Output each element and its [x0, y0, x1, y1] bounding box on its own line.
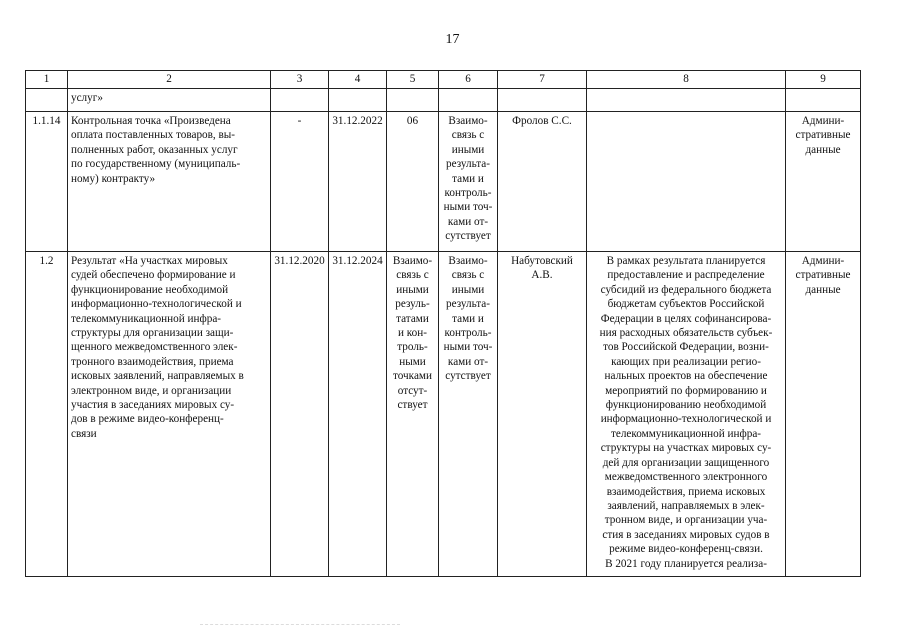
scan-artifact — [200, 624, 400, 627]
table-row — [26, 252, 861, 577]
table-cell-responsible: Набутовский А.В. — [498, 252, 587, 577]
table-cell-end-date: 31.12.2022 — [329, 112, 387, 252]
table-cell-relation: Взаимо- связь с иными результа- тами и контроль- ными точ- ками от- сутствует — [439, 252, 498, 577]
table-cell-info-source: Админи- стративные данные — [786, 252, 861, 577]
table-cell-name: Результат «На участках мировых судей обеспечено формирование и функционирование необходимой информационно-технологической и телекоммуникационной инфра- структуры для организации защи- щенного межведомственного элек- тронного взаимодействия, приема исковых заявлений, направляемых в электронном виде, и организации участия в заседаниях мировых су- дов в режиме видео-конференц- связи — [68, 252, 271, 577]
table-header-row — [26, 71, 861, 89]
table-cell-start-date: 31.12.2020 — [271, 252, 329, 577]
table-cell-number: 1.2 — [26, 252, 68, 577]
table-row — [26, 112, 861, 252]
table-row-continuation — [26, 89, 861, 112]
header-cell: 1 — [26, 71, 68, 89]
table-cell — [587, 89, 786, 112]
table-cell-relation: Взаимо- связь с иными результа- тами и контроль- ными точ- ками от- сутствует — [439, 112, 498, 252]
table-cell-number: 1.1.14 — [26, 112, 68, 252]
table-cell — [498, 89, 587, 112]
table-cell-name: Контрольная точка «Произведена оплата поставленных товаров, вы- полненных работ, оказанных услуг по государственному (муниципаль- ному) контракту» — [68, 112, 271, 252]
table-cell-description — [587, 112, 786, 252]
table-cell — [439, 89, 498, 112]
project-table — [25, 70, 861, 577]
table-cell-end-date: 31.12.2024 — [329, 252, 387, 577]
header-cell: 2 — [68, 71, 271, 89]
header-cell: 8 — [587, 71, 786, 89]
header-cell: 9 — [786, 71, 861, 89]
header-cell: 6 — [439, 71, 498, 89]
header-cell: 3 — [271, 71, 329, 89]
table-cell-type: 06 — [387, 112, 439, 252]
table-cell-responsible: Фролов С.С. — [498, 112, 587, 252]
table-cell — [271, 89, 329, 112]
header-cell: 4 — [329, 71, 387, 89]
table-cell — [26, 89, 68, 112]
table-cell — [329, 89, 387, 112]
table-cell-start-date: - — [271, 112, 329, 252]
header-cell: 7 — [498, 71, 587, 89]
table-cell — [387, 89, 439, 112]
page-number: 17 — [445, 32, 460, 47]
table-cell-description: В рамках результата планируется предоставление и распределение субсидий из федерального бюджета бюджетам субъектов Российской Федерации в целях софинансирова- ния расходных обязательств субъек- тов Российской Федерации, возни- кающих при реализации регио- нальных проектов на обеспечение мероприятий по формированию и функционированию необходимой информационно-технологической и телекоммуникационной инфра- структуры на участках мировых су- дей для организации защищенного межведомственного электронного взаимодействия, приема исковых заявлений, направляемых в элек- тронном виде, и организации уча- стия в заседаниях мировых судов в режиме видео-конференц-связи. В 2021 году планируется реализа- — [587, 252, 786, 577]
header-cell: 5 — [387, 71, 439, 89]
table-cell-name: услуг» — [68, 89, 271, 112]
table-cell-type: Взаимо- связь с иными резуль- татами и кон- троль- ными точками отсут- ствует — [387, 252, 439, 577]
table-cell-info-source: Админи- стративные данные — [786, 112, 861, 252]
table-cell — [786, 89, 861, 112]
